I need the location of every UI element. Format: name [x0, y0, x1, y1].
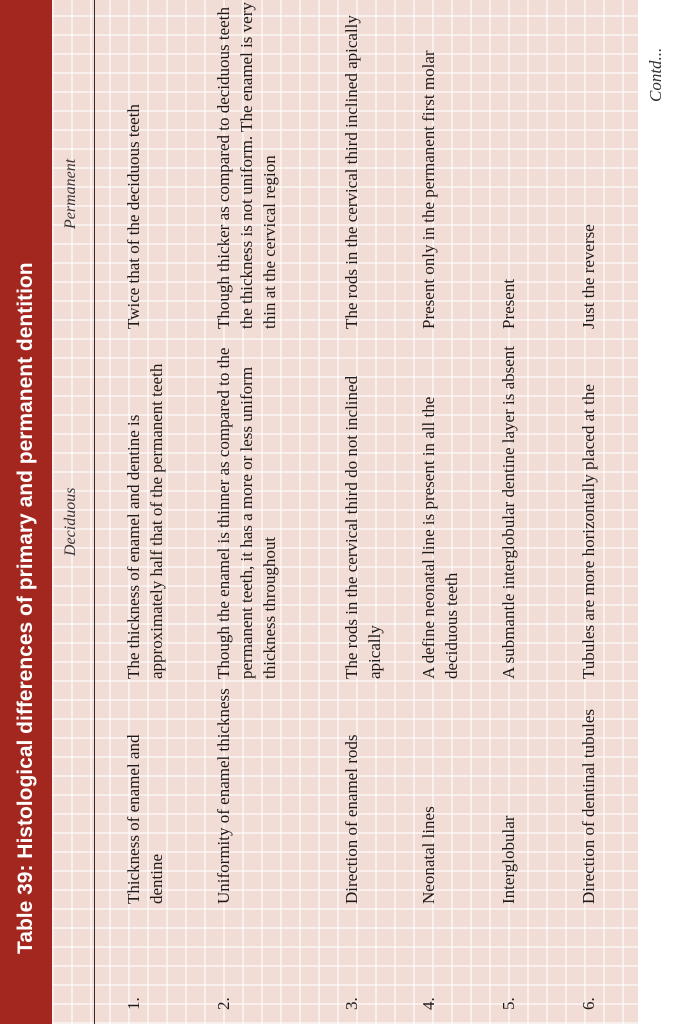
row-2-number: 2.: [214, 997, 233, 1010]
row-3-permanent: The rods in the cervical third inclined apically: [342, 15, 361, 329]
row-6-permanent: Just the reverse: [579, 224, 598, 329]
row-4-deciduous: A define neonatal line is present in all the deciduous teeth: [419, 396, 461, 679]
row-5-feature: Interglobular: [499, 815, 518, 904]
row-5-number: 5.: [499, 997, 518, 1010]
row-6-number: 6.: [579, 997, 598, 1010]
row-1-feature: Thickness of enamel and dentine: [124, 734, 166, 904]
row-2-feature: Uniformity of enamel thickness: [214, 688, 233, 904]
row-5-deciduous: A submantle interglobular dentine layer is absent: [499, 346, 518, 679]
row-4-number: 4.: [419, 997, 438, 1010]
header-rule: [94, 0, 95, 1024]
row-2-permanent: Though thicker as compared to deciduous teeth the thickness is not uniform. The enamel is very thin at the cervical region: [214, 2, 279, 329]
row-1-deciduous: The thickness of enamel and dentine is approximately half that of the permanent teeth: [124, 363, 166, 679]
row-6-deciduous: Tubules are more horizontally placed at the: [579, 384, 598, 679]
row-6-feature: Direction of dentinal tubules: [579, 709, 598, 904]
continued-note: Contd...: [646, 47, 665, 102]
row-3-deciduous: The rods in the cervical third do not inclined apically: [342, 375, 384, 679]
row-3-number: 3.: [342, 997, 361, 1010]
row-5-permanent: Present: [499, 278, 518, 329]
row-2-deciduous: Though the enamel is thinner as compared to the permanent teeth, it has a more or less uniform thickness throughout: [214, 347, 279, 679]
table-title: Table 39: Histological differences of primary and permanent dentition: [0, 0, 52, 1024]
row-4-permanent: Present only in the permanent first molar: [419, 50, 438, 329]
header-deciduous: Deciduous: [62, 487, 79, 556]
row-4-feature: Neonatal lines: [419, 806, 438, 904]
row-1-number: 1.: [124, 997, 143, 1010]
row-1-permanent: Twice that of the deciduous teeth: [124, 104, 143, 329]
header-permanent: Permanent: [62, 158, 79, 229]
table: [52, 0, 638, 1024]
row-3-feature: Direction of enamel rods: [342, 734, 361, 904]
